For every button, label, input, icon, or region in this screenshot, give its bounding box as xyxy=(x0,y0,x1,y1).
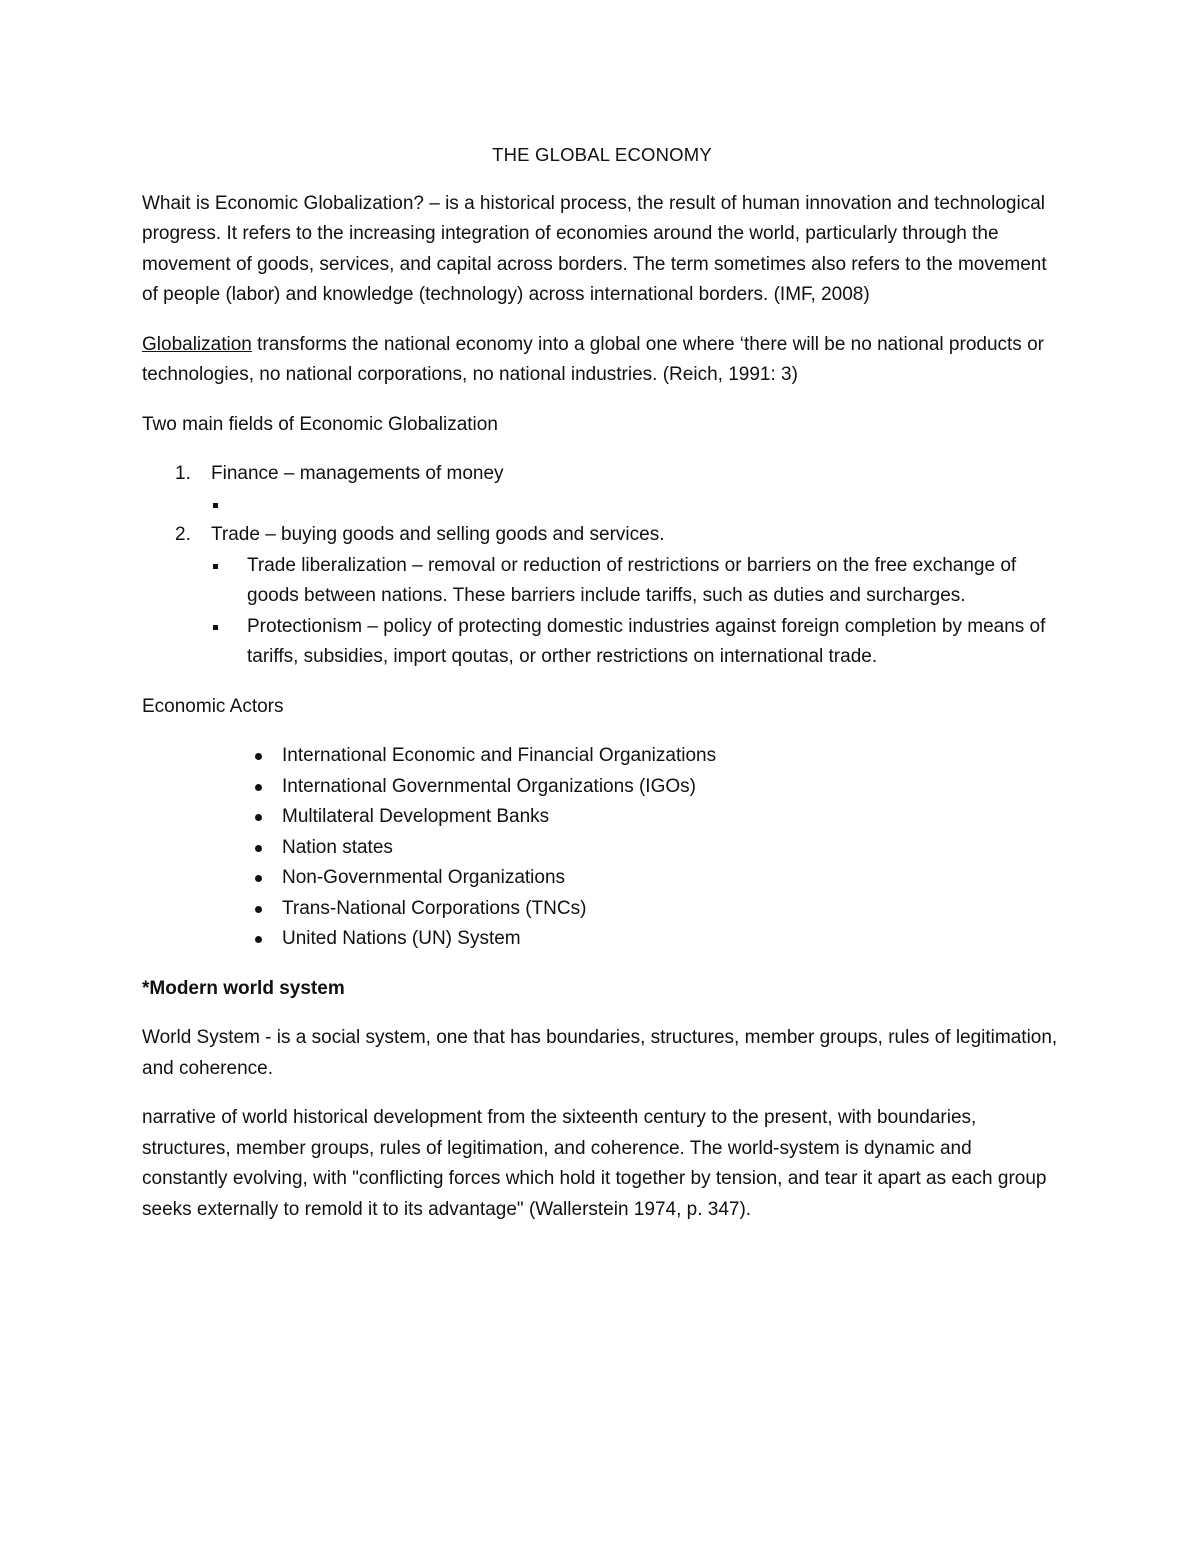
round-bullet-icon xyxy=(255,906,262,913)
round-bullet-icon xyxy=(255,845,262,852)
field-item-text: Trade – buying goods and selling goods and services. xyxy=(211,524,665,545)
trade-sublist xyxy=(211,551,1062,673)
document-body xyxy=(142,140,1062,1244)
narrative-paragraph: narrative of world historical development from the sixteenth century to the present, with boundaries, structures, member groups, rules of legitimation, and coherence. The world-system is dynamic and constantly evolving, with "conflicting forces which hold it together by tension, and tear it apart as each group seeks externally to remold it to its advantage" (Wallerstein 1974, p. 347). xyxy=(142,1107,1047,1220)
list-item-text: Nation states xyxy=(282,836,393,858)
list-item-text: Multilateral Development Banks xyxy=(282,806,550,827)
round-bullet-icon xyxy=(255,784,262,791)
fields-heading: Two main fields of Economic Globalization xyxy=(142,413,498,435)
list-item xyxy=(142,802,1062,833)
globalization-term: Globalization xyxy=(142,333,252,355)
square-bullet-icon xyxy=(213,503,218,508)
list-number: 1. xyxy=(175,463,191,484)
document-title: THE GLOBAL ECONOMY xyxy=(492,144,712,165)
list-item xyxy=(142,772,1062,803)
list-item-text: Non-Governmental Organizations xyxy=(282,867,566,888)
field-item-trade xyxy=(142,520,1062,673)
actors-heading: Economic Actors xyxy=(142,695,284,717)
square-bullet-icon xyxy=(213,625,218,630)
modern-world-system-heading: *Modern world system xyxy=(142,977,345,999)
globalization-paragraph xyxy=(142,330,1062,391)
list-item-text: Trans-National Corporations (TNCs) xyxy=(282,897,587,919)
list-item xyxy=(142,833,1062,864)
list-number: 2. xyxy=(175,524,191,545)
list-item-text: International Economic and Financial Organizations xyxy=(282,745,717,766)
sublist-item-trade-liberalization xyxy=(211,551,1062,612)
sublist-item-text: Trade liberalization – removal or reduction of restrictions or barriers on the free exchange of goods between nations. These barriers include tariffs, such as duties and surcharges. xyxy=(247,554,1017,606)
field-item-text: Finance – managements of money xyxy=(211,463,504,484)
sublist-item-protectionism xyxy=(211,612,1062,673)
round-bullet-icon xyxy=(255,753,262,760)
sublist-item-empty xyxy=(211,490,1062,521)
round-bullet-icon xyxy=(255,936,262,943)
world-system-paragraph: World System - is a social system, one that has boundaries, structures, member groups, rules of legitimation, and coherence. xyxy=(142,1027,1058,1079)
square-bullet-icon xyxy=(213,564,218,569)
round-bullet-icon xyxy=(255,814,262,821)
finance-sublist xyxy=(211,490,1062,521)
actors-list xyxy=(142,741,1062,955)
sublist-item-text: Protectionism – policy of protecting domestic industries against foreign completion by means of tariffs, subsidies, import qoutas, or orther restrictions on international trade. xyxy=(247,615,1046,667)
list-item xyxy=(142,894,1062,925)
list-item-text: United Nations (UN) System xyxy=(282,928,521,949)
list-item xyxy=(142,863,1062,894)
list-item xyxy=(142,924,1062,955)
round-bullet-icon xyxy=(255,875,262,882)
globalization-definition: transforms the national economy into a global one where ‘there will be no national products or technologies, no national corporations, no national industries. (Reich, 1991: 3) xyxy=(142,333,1044,385)
list-item xyxy=(142,741,1062,772)
list-item-text: International Governmental Organizations (IGOs) xyxy=(282,775,696,797)
intro-paragraph: Whait is Economic Globalization? – is a historical process, the result of human innovation and technological progress. It refers to the increasing integration of economies around the world, particularly through the movement of goods, services, and capital across borders. The term sometimes also refers to the movement of people (labor) and knowledge (technology) across international borders. (IMF, 2008) xyxy=(142,192,1047,305)
fields-list xyxy=(142,459,1062,673)
field-item-finance xyxy=(142,459,1062,520)
